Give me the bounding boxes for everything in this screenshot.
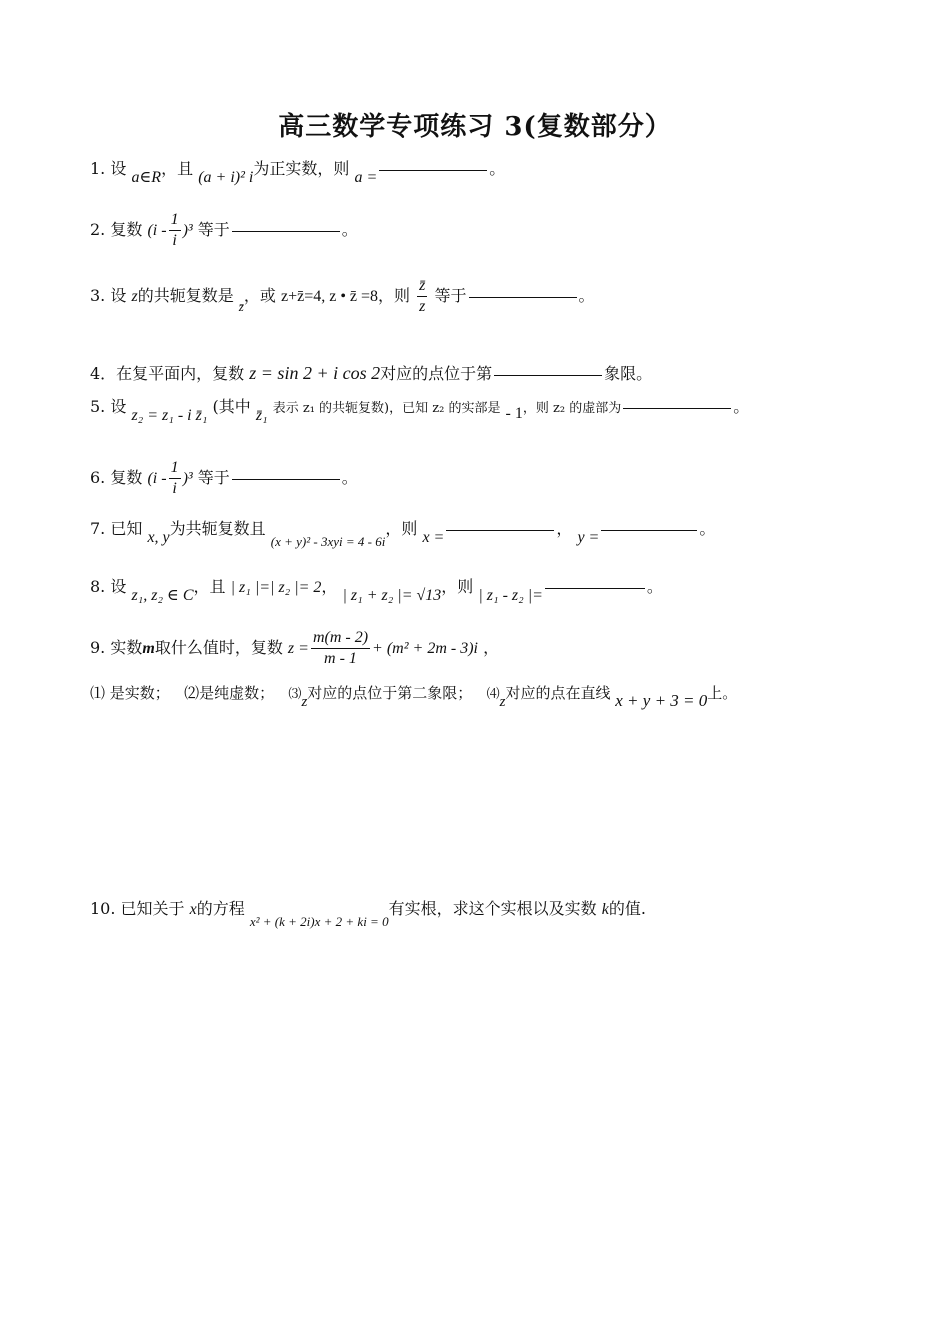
q1-end: 。: [489, 159, 506, 178]
q3-frac-den: z: [419, 298, 426, 315]
q9-part-4-z: z: [499, 694, 506, 710]
q7-sep: ，: [556, 519, 573, 538]
q6-frac-den: i: [172, 480, 177, 497]
q9-end: ，: [483, 638, 500, 657]
q1-expression: (a + i)² i: [198, 169, 254, 186]
question-6: [90, 458, 880, 499]
q6-answer-blank[interactable]: [232, 478, 340, 480]
q9-rhs: + (m² + 2m - 3)i: [372, 640, 478, 657]
q2-end: 。: [341, 220, 358, 239]
q2-fraction: [169, 210, 181, 251]
q3-text-1: 的共轭复数是: [137, 286, 234, 305]
q5-value: - 1: [505, 405, 523, 422]
q2-text-1: 等于: [197, 220, 230, 239]
question-7: [90, 518, 880, 549]
q3-answer-blank[interactable]: [469, 296, 577, 298]
q1-text-2: 为正实数，则: [253, 159, 350, 178]
q2-expr-left: (i -: [147, 222, 167, 239]
q7-text-2: ，则: [385, 519, 418, 538]
q9-part-1: ⑴ 是实数；: [90, 684, 170, 702]
question-10: [90, 898, 880, 929]
q4-answer-blank[interactable]: [494, 374, 602, 376]
q5-text-1: (其中: [212, 397, 251, 416]
q3-frac-num: z̄: [417, 276, 427, 297]
q10-text-3: 的值.: [608, 899, 646, 918]
q6-text-1: 等于: [197, 468, 230, 487]
question-9-parts: [90, 682, 880, 710]
question-2: [90, 210, 880, 251]
q5-symbol: z̄₁: [255, 407, 268, 424]
q7-end: 。: [699, 519, 716, 538]
q7-number: 7. 已知: [90, 519, 143, 538]
q6-number: 6. 复数: [90, 468, 143, 487]
question-8: [90, 576, 880, 604]
q5-text-2: 表示 z₁ 的共轭复数)，已知 z₂ 的实部是: [272, 401, 501, 416]
q7-expression: (x + y)² - 3xyi = 4 - 6i: [270, 534, 386, 549]
question-1: [90, 158, 880, 186]
q9-m: m: [142, 640, 155, 657]
q9-text-1: 取什么值时，复数: [154, 638, 283, 657]
q3-text-3: ，则: [378, 286, 411, 305]
q1-number: 1. 设: [90, 159, 127, 178]
q9-number: 9. 实数: [90, 638, 143, 657]
q4-end: 象限。: [604, 364, 653, 383]
q8-end: 。: [646, 577, 663, 596]
q10-k: k: [601, 901, 609, 918]
q9-lhs: z =: [287, 640, 309, 657]
q3-equations: z+z̄=4, z • z̄ =8: [280, 288, 379, 305]
q5-number: 5. 设: [90, 397, 127, 416]
q8-condition: z₁, z₂ ∈ C: [131, 587, 194, 604]
q8-eq2: | z₁ + z₂ |= √13: [342, 587, 442, 604]
q8-eq1: | z₁ |=| z₂ |= 2: [230, 579, 322, 596]
q4-text-1: 对应的点位于第: [380, 364, 493, 383]
q10-text-1: 的方程: [196, 899, 245, 918]
q8-text-1: ，且: [193, 577, 226, 596]
q1-text-1: ，且: [161, 159, 194, 178]
q7-x: x =: [422, 529, 445, 546]
q9-part-3-text: 对应的点位于第二象限；: [307, 684, 473, 702]
q9-part-2: ⑵是纯虚数；: [184, 684, 275, 702]
q2-answer-blank[interactable]: [232, 230, 340, 232]
q8-sep1: ，: [321, 577, 338, 596]
q3-z: z: [131, 288, 138, 305]
q6-frac-num: 1: [169, 458, 181, 479]
q9-part-4-end: 上。: [707, 684, 738, 702]
q3-text-4: 等于: [434, 286, 467, 305]
question-5: [90, 396, 880, 424]
q9-frac-num: m(m - 2): [311, 628, 370, 649]
q5-end: 。: [733, 397, 750, 416]
question-4: [90, 362, 880, 385]
q10-number: 10. 已知关于: [90, 899, 185, 918]
q9-part-4-label: ⑷: [486, 687, 500, 702]
q6-expr-right: )³: [182, 470, 193, 487]
q4-number: 4．在复平面内，复数: [90, 364, 245, 383]
q10-equation: x² + (k + 2i)x + 2 + ki = 0: [249, 914, 389, 929]
q10-x: x: [189, 901, 197, 918]
q9-part-4-text: 对应的点在直线: [505, 684, 611, 702]
q4-expression: z = sin 2 + i cos 2: [249, 363, 381, 383]
q1-variable: a =: [354, 169, 378, 186]
q9-part-3-label: ⑶: [288, 687, 302, 702]
q6-fraction: [169, 458, 181, 499]
q1-condition: a∈R: [131, 169, 162, 186]
q6-expr-left: (i -: [147, 470, 167, 487]
q3-fraction: [417, 276, 427, 317]
q6-end: 。: [341, 468, 358, 487]
q5-expression: z₂ = z₁ - i z̄₁: [131, 407, 208, 424]
q7-vars: x, y: [147, 529, 170, 546]
q9-part-3-z: z: [301, 694, 308, 710]
q8-text-2: ，则: [441, 577, 474, 596]
q7-y: y =: [577, 529, 600, 546]
q7-text-1: 为共轭复数且: [169, 519, 266, 538]
q8-number: 8. 设: [90, 577, 127, 596]
q9-part-4-equation: x + y + 3 = 0: [615, 691, 708, 710]
q2-frac-num: 1: [169, 210, 181, 231]
q5-text-3: ，则 z₂ 的虚部为: [522, 401, 622, 416]
q2-number: 2. 复数: [90, 220, 143, 239]
q5-answer-blank[interactable]: [623, 407, 731, 409]
question-3: [90, 276, 880, 317]
q7-y-blank[interactable]: [601, 529, 697, 531]
q9-fraction: [311, 628, 370, 669]
q2-frac-den: i: [172, 232, 177, 249]
q2-expr-right: )³: [182, 222, 193, 239]
q3-text-2: ，或: [243, 286, 276, 305]
q8-eq3: | z₁ - z₂ |=: [478, 587, 543, 604]
q1-answer-blank[interactable]: [379, 169, 487, 171]
q7-x-blank[interactable]: [446, 529, 554, 531]
q3-conj-symbol: z̄: [238, 299, 244, 314]
q8-answer-blank[interactable]: [545, 587, 645, 589]
q3-number: 3. 设: [90, 286, 127, 305]
q10-text-2: 有实根，求这个实根以及实数: [388, 899, 597, 918]
page-title: 高三数学专项练习 3(复数部分）: [278, 112, 672, 142]
q3-end: 。: [578, 286, 595, 305]
question-9: [90, 628, 880, 669]
q9-frac-den: m - 1: [324, 650, 357, 667]
